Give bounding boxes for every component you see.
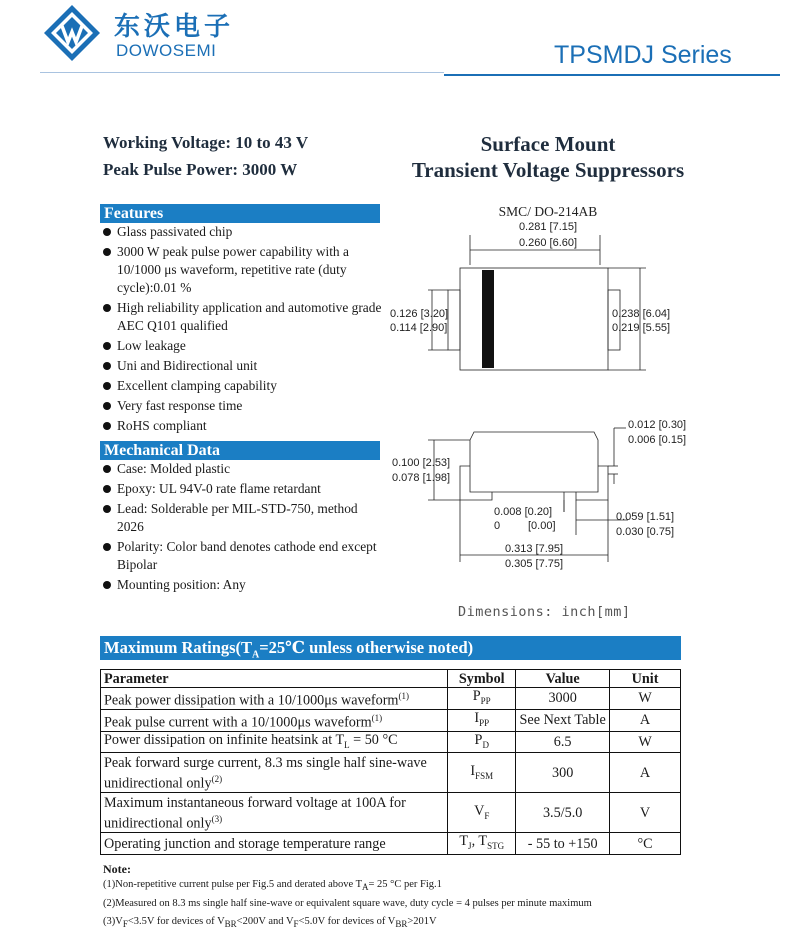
table-row: Power dissipation on infinite heatsink at $T_L = 50$ °C $P_D$ 6.5 W [101,731,681,753]
list-item: Low leakage [103,337,383,355]
header-divider [40,72,444,73]
title-line-1: Surface Mount [480,132,616,156]
brand-name-en: DOWOSEMI [116,41,217,60]
svg-text:0.012 [0.30]: 0.012 [0.30] [628,419,687,431]
title-line-2: Transient Voltage Suppressors [411,158,685,182]
col-unit: Unit [610,670,681,688]
svg-text:0.030 [0.75]: 0.030 [0.75] [616,526,675,538]
table-row: Operating junction and storage temperature range $T_J$, $T_{STG}$ - 55 to +150 °C [101,833,681,855]
col-symbol: Symbol [448,670,516,688]
list-item: Epoxy: UL 94V-0 rate flame retardant [103,480,383,498]
mechanical-list [103,460,383,596]
list-item: Uni and Bidirectional unit [103,357,383,375]
list-item: RoHS compliant [103,417,383,435]
col-value: Value [516,670,610,688]
bullet-icon [103,505,111,513]
table-row: Peak pulse current with a 10/1000μs waveform$^{(1)}$ $I_{PP}$ See Next Table A [101,709,681,731]
table-header-row [101,670,681,688]
svg-text:0.126 [3.20]: 0.126 [3.20] [390,308,449,320]
list-item: Glass passivated chip [103,223,383,241]
bullet-icon [103,228,111,236]
list-item: Lead: Solderable per MIL-STD-750, method 2026 [103,500,383,536]
svg-text:0.100 [2.53]: 0.100 [2.53] [392,457,451,469]
list-item: Polarity: Color band denotes cathode end except Bipolar [103,538,383,574]
svg-text:0.281 [7.15]: 0.281 [7.15] [518,221,578,233]
package-name: SMC/ DO-214AB [498,204,598,219]
col-parameter: Parameter [101,670,448,688]
bullet-icon [103,543,111,551]
dowosemi-logo-icon [43,4,101,62]
note-3: (3)VF<3.5V for devices of VBR<200V and VF<5.0V for devices of VBR>201V [103,916,437,930]
svg-text:0.114 [2.90]: 0.114 [2.90] [390,322,448,334]
bullet-icon [103,465,111,473]
table-row: Peak forward surge current, 8.3 ms single half sine-wave unidirectional only$^{(2)}$ $I_{FSM}$ 300 A [101,753,681,793]
series-underline [444,74,780,76]
bullet-icon [103,485,111,493]
svg-text:0: 0 [494,520,501,532]
svg-text:0.238 [6.04]: 0.238 [6.04] [612,308,671,320]
svg-text:0.078 [1.98]: 0.078 [1.98] [392,472,451,484]
series-title: TPSMDJ Series [554,41,732,69]
table-row: Peak power dissipation with a 10/1000μs waveform$^{(1)}$ $P_{PP}$ 3000 W [101,688,681,710]
bullet-icon [103,342,111,350]
working-voltage: Working Voltage: 10 to 43 V [103,133,309,152]
bullet-icon [103,422,111,430]
note-1: (1)Non-repetitive current pulse per Fig.5 and derated above TA= 25 °C per Fig.1 [103,879,442,893]
bullet-icon [103,248,111,256]
list-item: Excellent clamping capability [103,377,383,395]
svg-text:[0.00]: [0.00] [528,520,556,532]
bullet-icon [103,362,111,370]
bullet-icon [103,581,111,589]
table-row: Maximum instantaneous forward voltage at 100A for unidirectional only$^{(3)}$ $V_F$ 3.5/5.0 V [101,793,681,833]
list-item: High reliability application and automotive grade AEC Q101 qualified [103,299,383,335]
svg-text:0.008 [0.20]: 0.008 [0.20] [494,506,553,518]
svg-text:0.313 [7.95]: 0.313 [7.95] [504,543,564,555]
notes-title: Note: [103,862,131,876]
note-2: (2)Measured on 8.3 ms single half sine-wave or equivalent square wave, duty cycle = 4 pulses per minute maximum [103,898,592,909]
svg-text:0.059 [1.51]: 0.059 [1.51] [616,511,675,523]
list-item: Very fast response time [103,397,383,415]
list-item: 3000 W peak pulse power capability with a 10/1000 μs waveform, repetitive rate (duty cycle):0.01 % [103,243,383,297]
bullet-icon [103,304,111,312]
features-heading: Features [100,204,380,223]
peak-pulse-power: Peak Pulse Power: 3000 W [103,160,298,179]
bullet-icon [103,402,111,410]
dimensions-caption: Dimensions: inch[mm] [458,604,631,620]
mechanical-heading: Mechanical Data [100,441,380,460]
svg-text:0.260 [6.60]: 0.260 [6.60] [518,237,578,249]
svg-text:0.006 [0.15]: 0.006 [0.15] [628,434,687,446]
features-list [103,223,383,437]
package-outline-drawing [388,200,708,580]
ratings-table [100,669,681,855]
bullet-icon [103,382,111,390]
list-item: Mounting position: Any [103,576,383,594]
ratings-heading: Maximum $Ratings(T_A=25℃$ unless otherwise noted) [100,636,681,660]
list-item: Case: Molded plastic [103,460,383,478]
svg-text:0.219 [5.55]: 0.219 [5.55] [612,322,671,334]
brand-name-cn: 东沃电子 [114,12,235,42]
svg-text:0.305 [7.75]: 0.305 [7.75] [504,558,564,570]
